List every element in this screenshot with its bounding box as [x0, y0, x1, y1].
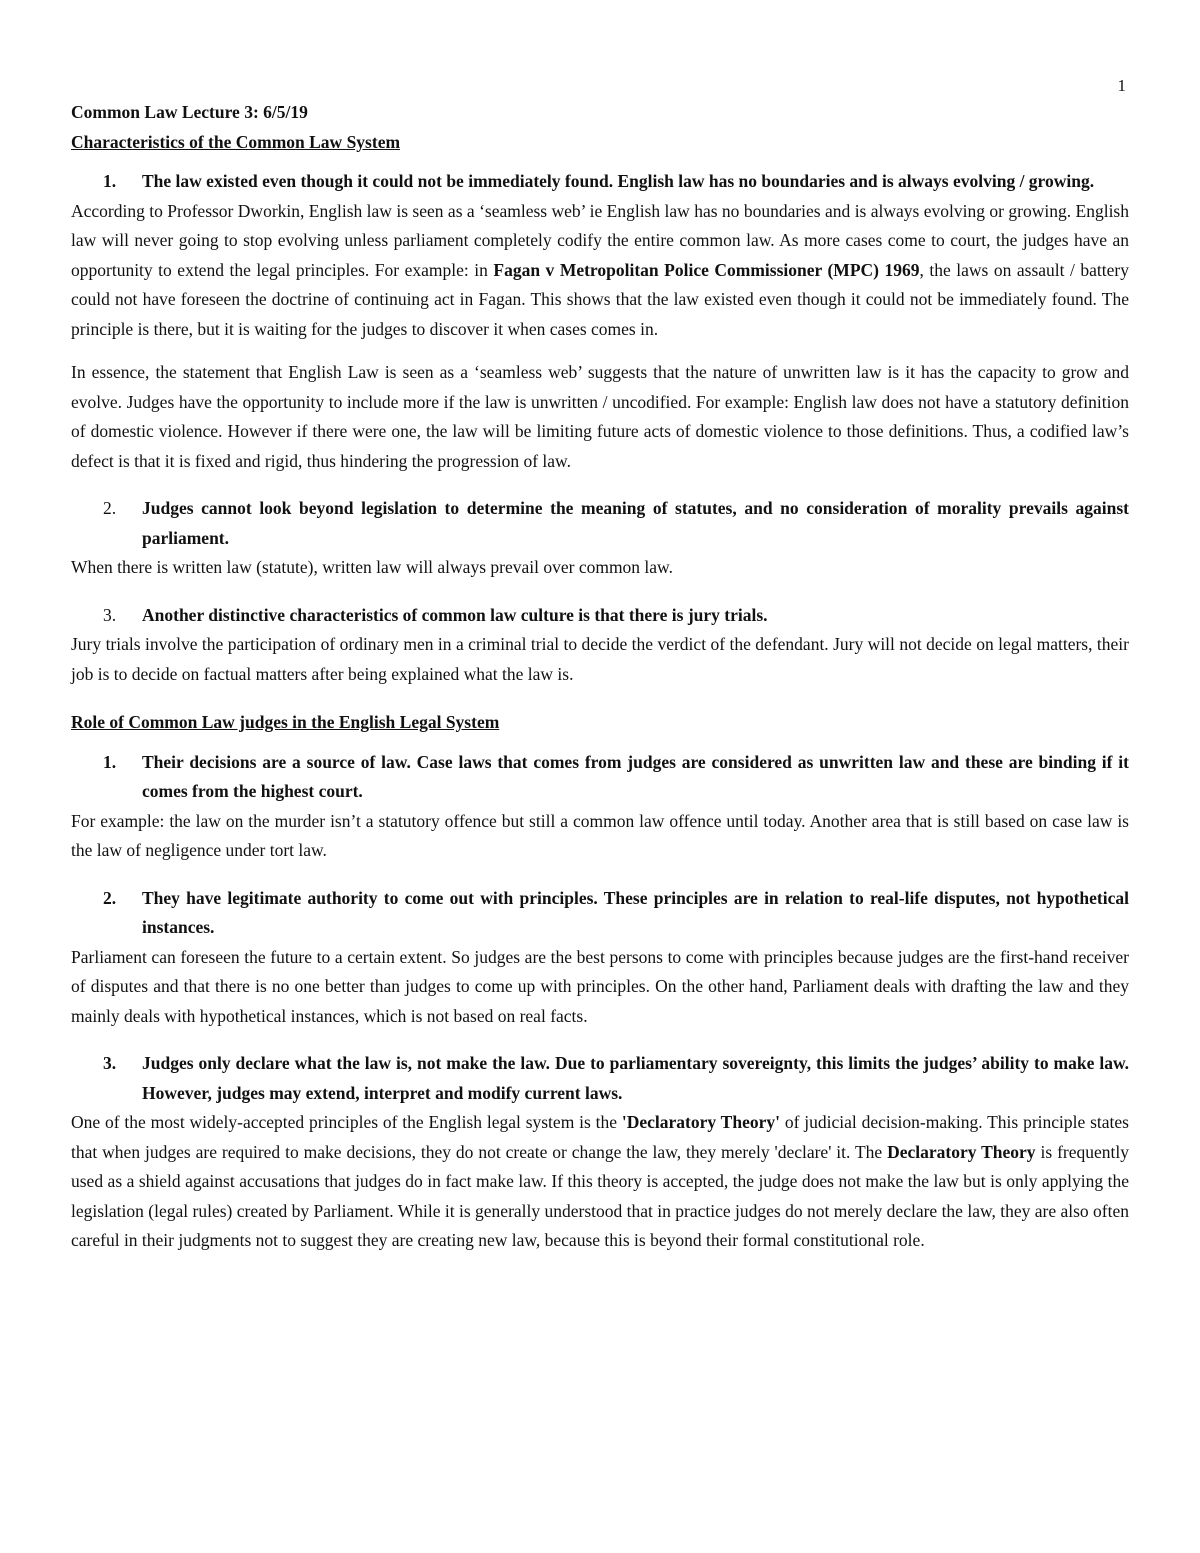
characteristic-item: [71, 494, 1129, 583]
role-item: [71, 1049, 1129, 1256]
paragraph: [71, 197, 1129, 345]
point-number: 2.: [103, 498, 117, 518]
point-number: 1.: [103, 751, 117, 772]
case-citation: Fagan v Metropolitan Police Commissioner (MPC) 1969: [493, 259, 920, 280]
point-number: 3.: [103, 604, 117, 625]
point-heading-text: Judges cannot look beyond legislation to determine the meaning of statutes, and no consideration of morality prevails against parliament.: [142, 498, 1129, 548]
point-number: 1.: [103, 171, 117, 191]
point-heading-text: The law existed even though it could not be immediately found. English law has no boundaries and is always evolving / growing.: [142, 171, 1095, 191]
characteristics-list: [71, 167, 1129, 689]
term-declaratory-theory: Declaratory Theory: [887, 1141, 1036, 1162]
paragraph: When there is written law (statute), written law will always prevail over common law.: [71, 557, 673, 577]
role-list: [71, 748, 1129, 1256]
lecture-title: Common Law Lecture 3: 6/5/19: [71, 102, 308, 122]
characteristic-item: [71, 167, 1129, 476]
point-number: 3.: [103, 1053, 117, 1073]
role-item: [71, 884, 1129, 1032]
paragraph: Jury trials involve the participation of ordinary men in a criminal trial to decide the verdict of the defendant. Jury will not decide on legal matters, their job is to decide on factual matters after being explained what the law is.: [71, 634, 1129, 684]
point-heading-text: Judges only declare what the law is, not make the law. Due to parliamentary sovereignty, this limits the judges’ ability to make law. However, judges may extend, interpret and modify current laws.: [142, 1053, 1129, 1103]
term-declaratory-theory: 'Declaratory Theory': [621, 1112, 780, 1132]
paragraph-text: , the laws on assault / battery could not have foreseen the doctrine of continuing act in Fagan. This shows that the law existed even though it could not be immediately found. The principle is there, but it is waiting for the judges to discover it when cases comes in.: [71, 259, 1129, 339]
characteristic-item: [71, 601, 1129, 690]
page-number: 1: [1117, 76, 1126, 95]
point-heading: [71, 884, 1129, 943]
section-heading-role: Role of Common Law judges in the English Legal System: [71, 712, 500, 732]
paragraph: Parliament can foreseen the future to a certain extent. So judges are the best persons to come with principles because judges are the first-hand receiver of disputes and that there is no one better than judges to come up with principles. On the other hand, Parliament deals with drafting the law and they mainly deals with hypothetical instances, which is not based on real facts.: [71, 946, 1129, 1026]
point-heading: [71, 167, 1129, 197]
paragraph-text: is frequently used as a shield against accusations that judges do in fact make law. If this theory is accepted, the judge does not make the law but is only applying the legislation (legal rules) created by Parliament. While it is generally understood that in practice judges do not merely declare the law, they are also often careful in their judgments not to suggest they are creating new law, because this is beyond their formal constitutional role.: [71, 1141, 1129, 1250]
role-item: [71, 748, 1129, 866]
document-body: [71, 98, 1129, 1256]
paragraph: For example: the law on the murder isn’t a statutory offence but still a common law offence until today. Another area that is still based on case law is the law of negligence under tort law.: [71, 810, 1129, 860]
paragraph: [71, 1108, 1129, 1256]
point-number: 2.: [103, 887, 117, 908]
point-heading: [71, 601, 1129, 631]
paragraph-text: of judicial decision-making. This principle states that when judges are required to make decisions, they do not create or change the law, they merely 'declare' it. The: [71, 1112, 1129, 1162]
point-heading-text: They have legitimate authority to come out with principles. These principles are in relation to real-life disputes, not hypothetical instances.: [142, 887, 1129, 937]
paragraph-text: One of the most widely-accepted principles of the English legal system is the: [71, 1112, 622, 1132]
section-heading-characteristics: Characteristics of the Common Law System: [71, 131, 401, 152]
point-heading: [71, 1049, 1129, 1108]
point-heading: [71, 494, 1129, 553]
point-heading: [71, 748, 1129, 807]
point-heading-text: Their decisions are a source of law. Case laws that comes from judges are considered as unwritten law and these are binding if it comes from the highest court.: [142, 751, 1129, 801]
paragraph: In essence, the statement that English Law is seen as a ‘seamless web’ suggests that the nature of unwritten law is it has the capacity to grow and evolve. Judges have the opportunity to include more if the law is unwritten / uncodified. For example: English law does not have a statutory definition of domestic violence. However if there were one, the law will be limiting future acts of domestic violence to those definitions. Thus, a codified law’s defect is that it is fixed and rigid, thus hindering the progression of law.: [71, 362, 1129, 471]
point-heading-text: Another distinctive characteristics of common law culture is that there is jury trials.: [142, 604, 768, 625]
paragraph-text: According to Professor Dworkin, English law is seen as a ‘seamless web’ ie English law has no boundaries and is always evolving or growing. English law will never going to stop evolving unless parliament completely codify the entire common law. As more cases come to court, the judges have an opportunity to extend the legal principles. For example: in: [71, 200, 1129, 280]
